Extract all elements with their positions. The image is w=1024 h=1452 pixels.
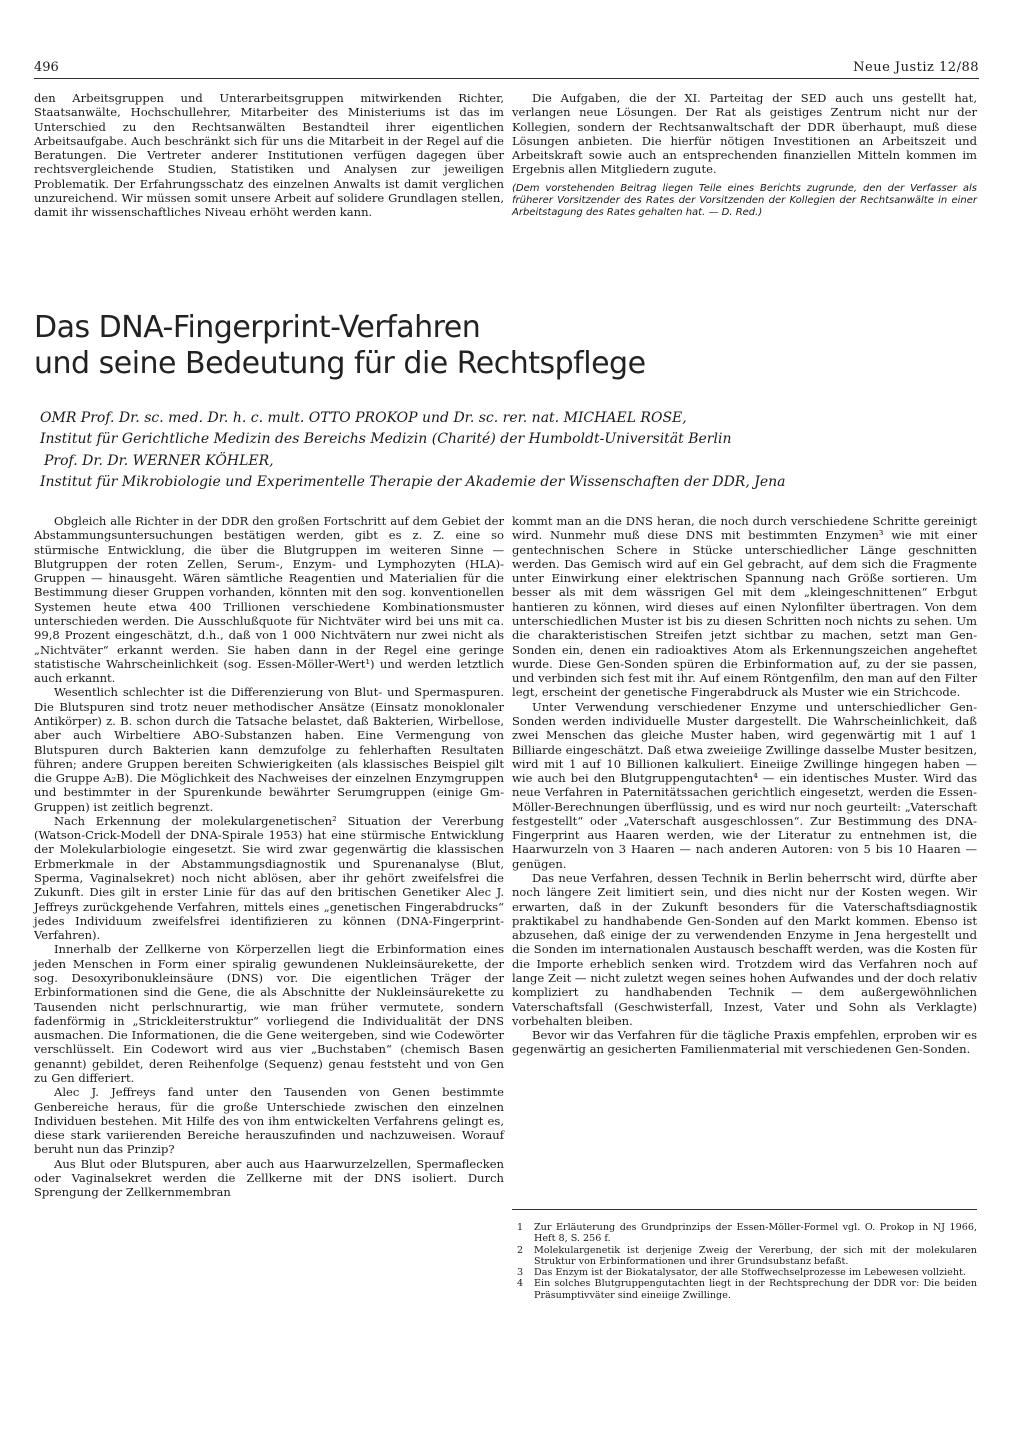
paragraph: Bevor wir das Verfahren für die tägliche Praxis empfehlen, erproben wir es gegenwärtig an gesicherten Familienmaterial mit verschiedenen Gen-Sonden.	[512, 1028, 977, 1057]
journal-issue: Neue Justiz 12/88	[853, 60, 979, 75]
paragraph: Das neue Verfahren, dessen Technik in Berlin beherrscht wird, dürfte aber noch längere Zeit limitiert sein, und dies nicht nur der Kosten wegen. Wir erwarten, daß in der Zukunft besonders für die Vaterschaftsdiagnostik praktikabel zu handhabende Gen-Sonden auf den Markt kommen. Ebenso ist abzusehen, daß einige der zu verwendenden Enzyme in Jena hergestellt und die Sonden im internationalen Austausch beschafft werden, was die Kosten für die Importe erheblich senken wird. Trotzdem wird das Verfahren noch auf lange Zeit — nicht zuletzt wegen seines hohen Aufwandes und der doch relativ kompliziert zu handhabenden Technik — dem außergewöhnlichen Vaterschaftsfall (Geschwisterfall, Inzest, Vater und Sohn als Verklagte) vorbehalten bleiben.	[512, 871, 977, 1028]
footnote	[512, 1267, 977, 1278]
footnote-text: Zur Erläuterung des Grundprinzips der Essen-Möller-Formel vgl. O. Prokop in NJ 1966, Heft 8, S. 256 f.	[534, 1222, 977, 1245]
paragraph: Obgleich alle Richter in der DDR den großen Fortschritt auf dem Gebiet der Abstammungsuntersuchungen bestätigen werden, gibt es z. Z. eine so stürmische Entwicklung, die über die Blutgruppen im weiteren Sinne — Blutgruppen der roten Zellen, Serum-, Enzym- und Lymphozyten (HLA)-Gruppen — hinausgeht. Wären sämtliche Reagentien und Materialien für die Bestimmung dieser Gruppen vorhanden, könnten mit den sog. konventionellen Systemen heute etwa 400 Trillionen verschiedene Kombinationsmuster unterschieden werden. Die Ausschlußquote für Nichtväter wird bei uns mit ca. 99,8 Prozent eingeschätzt, d.h., daß von 1 000 Nichtvätern nur zwei nicht als „Nichtväter“ erkannt werden. Sie haben dann in der Regel eine geringe statistische Wahrscheinlichkeit (sog. Essen-Möller-Wert¹) und werden letztlich auch erkannt.	[34, 514, 504, 686]
title-line-2: und seine Bedeutung für die Rechtspflege	[34, 346, 646, 381]
article-title	[34, 310, 994, 382]
footnote-number: 3	[517, 1267, 524, 1279]
author-line: OMR Prof. Dr. sc. med. Dr. h. c. mult. OTTO PROKOP und Dr. sc. rer. nat. MICHAEL ROSE,	[40, 410, 687, 426]
affiliation-line: Institut für Gerichtliche Medizin des Bereichs Medizin (Charité) der Humboldt-Universität Berlin	[40, 431, 732, 448]
paragraph: Wesentlich schlechter ist die Differenzierung von Blut- und Spermaspuren. Die Blutspuren sind trotz neuer methodischer Ansätze (Einsatz monoklonaler Antikörper) z. B. schon durch die Tatsache belastet, daß Bakterien, Wirbellose, aber auch Wirbeltiere ABO-Substanzen haben. Eine Vermengung von Blutspuren durch Bakterien kann demzufolge zu fehlerhaften Resultaten führen; andere Gruppen bereiten Schwierigkeiten (als klassisches Beispiel gilt die Gruppe A₂B). Die Möglichkeit des Nachweises der einzelnen Enzymgruppen und bestimmter in der Spurenkunde bewährter Serumgruppen (einige Gm-Gruppen) ist zeitlich begrenzt.	[34, 685, 504, 814]
footnote-number: 2	[517, 1244, 524, 1256]
author-line: Prof. Dr. Dr. WERNER KÖHLER,	[44, 452, 274, 469]
author-block	[40, 408, 940, 494]
prev-article-col-1	[34, 91, 504, 220]
footnote-rule	[512, 1209, 977, 1210]
paragraph: Alec J. Jeffreys fand unter den Tausenden von Genen bestimmte Genbereiche heraus, für die große Unterschiede zwischen den einzelnen Individuen bestehen. Mit Hilfe des von ihm entwickelten Verfahrens gelingt es, diese stark variierenden Bereiche herauszufinden und nachzuweisen. Worauf beruht nun das Prinzip?	[34, 1085, 504, 1157]
footnote-number: 4	[517, 1278, 524, 1290]
footnote-number: 1	[517, 1222, 524, 1233]
paragraph: Aus Blut oder Blutspuren, aber auch aus Haarwurzelzellen, Spermaflecken oder Vaginalsekret werden die Zellkerne mit der DNS isoliert. Durch Sprengung der Zellkernmembran	[34, 1156, 504, 1200]
footnotes	[512, 1222, 977, 1301]
header-rule	[34, 78, 979, 79]
paragraph: Nach Erkennung der molekulargenetischen² Situation der Vererbung (Watson-Crick-Modell der DNA-Spirale 1953) hat eine stürmische Entwicklung der Molekularbiologie eingesetzt. Sie wird zwar gegenwärtig die klassischen Erbmerkmale in der Abstammungsdiagnostik und Spurenanalyse (Blut, Sperma, Vaginalsekret) noch nicht ablösen, aber ihr gehört zweifelsfrei die Zukunft. Dies gilt in erster Linie für das auf den britischen Genetiker Alec J. Jeffreys zurückgehende Verfahren, mittels eines „genetischen Fingerabdrucks“ jedes Individuum zweifelsfrei identifizieren zu können (DNA-Fingerprint-Verfahren).	[34, 813, 504, 943]
paragraph: kommt man an die DNS heran, die noch durch verschiedene Schritte gereinigt wird. Nunmehr muß diese DNS mit bestimmten Enzymen³ wie mit einer gentechnischen Schere in Stücke unterschiedlicher Länge geschnitten werden. Das Gemisch wird auf ein Gel gebracht, auf dem sich die Fragmente unter Einwirkung einer elektrischen Spannung nach Größe sortieren. Um besser als mit dem wässrigen Gel mit dem „kleingeschnittenen“ Erbgut hantieren zu können, wird dieses auf einen Nylonfilter übertragen. Von dem unterschiedlichen Muster ist bis zu diesen Schritten noch nichts zu sehen. Um die charakteristischen Streifen jetzt sichtbar zu machen, setzt man Gen-Sonden ein, denen ein radioaktives Atom als Erkennungszeichen angeheftet wurde. Diese Gen-Sonden spüren die Erbinformation auf, zu der sie passen, und verbinden sich fest mit ihr. Auf einem Röntgenfilm, den man auf den Filter legt, erscheint der genetische Fingerabdruck als Muster wie ein Strichcode.	[512, 514, 977, 700]
paragraph: Die Aufgaben, die der XI. Parteitag der SED auch uns gestellt hat, verlangen neue Lösungen. Der Rat als geistiges Zentrum nicht nur der Kollegien, sondern der Rechtsanwaltschaft der DDR überhaupt, muß diese Lösungen anbieten. Die hierfür nötigen Investitionen an Arbeitszeit und Arbeitskraft sowie auch an entsprechenden finanziellen Mitteln kommen im Ergebnis allen Mitgliedern zugute.	[512, 91, 977, 177]
footnote	[512, 1245, 977, 1268]
footnote-text: Ein solches Blutgruppengutachten liegt in der Rechtsprechung der DDR vor: Die beiden Präsumptivväter sind eineiige Zwillinge.	[534, 1278, 977, 1301]
article-col-2	[512, 514, 977, 1057]
editorial-note: (Dem vorstehenden Beitrag liegen Teile eines Berichts zugrunde, den der Verfasser als früherer Vorsitzender des Rates der Vorsitzenden der Kollegien der Rechtsanwälte in einer Arbeitstagung des Rates gehalten hat. — D. Red.)	[512, 182, 977, 219]
paragraph: Innerhalb der Zellkerne von Körperzellen liegt die Erbinformation eines jeden Menschen in Form einer spiralig gewundenen Nukleinsäurekette, der sog. Desoxyribonukleinsäure (DNS) vor. Die eigentlichen Träger der Erbinformationen sind die Gene, die als Abschnitte der Nukleinsäurekette zu Tausenden nicht perlschnurartig, wie man früher vermutete, sondern fadenförmig in „Strickleiterstruktur“ vorliegend die Individualität der DNS ausmachen. Die Informationen, die die Gene weitergeben, sind wie Codewörter verschlüsselt. Ein Codewort wird aus vier „Buchstaben“ (chemisch Basen genannt) gebildet, deren Reihenfolge (Sequenz) genau feststeht und von Gen zu Gen differiert.	[34, 942, 504, 1085]
footnote-text: Das Enzym ist der Biokatalysator, der alle Stoffwechselprozesse im Lebewesen vollzieht.	[534, 1267, 966, 1279]
footnote	[512, 1278, 977, 1301]
footnote-text: Molekulargenetik ist derjenige Zweig der Vererbung, der sich mit der molekularen Struktur von Erbinformationen und ihrer Grundsubstanz befaßt.	[534, 1244, 977, 1267]
prev-article-col-2	[512, 91, 977, 219]
running-header	[34, 60, 979, 80]
affiliation-line: Institut für Mikrobiologie und Experimentelle Therapie der Akademie der Wissenschaften der DDR, Jena	[40, 474, 786, 491]
title-line-1: Das DNA-Fingerprint-Verfahren	[34, 310, 481, 345]
footnote	[512, 1222, 977, 1245]
article-col-1	[34, 514, 504, 1200]
paragraph: Unter Verwendung verschiedener Enzyme und unterschiedlicher Gen-Sonden werden individuelle Muster dargestellt. Die Wahrscheinlichkeit, daß zwei Menschen das gleiche Muster haben, wird gegenwärtig mit 1 auf 1 Billiarde eingeschätzt. Daß etwa zweieiige Zwillinge dasselbe Muster besitzen, wird mit 1 auf 10 Billionen kalkuliert. Eineiige Zwillinge hingegen haben — wie auch bei den Blutgruppengutachten⁴ — ein identisches Muster. Wird das neue Verfahren in Paternitätssachen gerichtlich eingesetzt, werden die Essen-Möller-Berechnungen überflüssig, und es wird nur noch geurteilt: „Vaterschaft festgestellt“ oder „Vaterschaft ausgeschlossen“. Zur Bestimmung des DNA-Fingerprint aus Haaren werden, wie der Literatur zu entnehmen ist, die Haarwurzeln von 3 Haaren — nach anderen Autoren: von 5 bis 10 Haaren — genügen.	[512, 699, 977, 871]
page-number: 496	[34, 60, 59, 75]
paragraph: den Arbeitsgruppen und Unterarbeitsgruppen mitwirkenden Richter, Staatsanwälte, Hochschullehrer, Mitarbeiter des Ministeriums ist das im Unterschied zu den Rechtsanwälten Bestandteil ihrer eigentlichen Arbeitsaufgabe. Auch beschränkt sich für uns die Mitarbeit in der Regel auf die Beratungen. Die Vertreter anderer Institutionen verfügen dagegen über rechtsvergleichende Studien, Statistiken und Analysen zur jeweiligen Problematik. Der Erfahrungsschatz des einzelnen Anwalts ist damit verglichen unzureichend. Wir müssen somit unsere Arbeit auf solidere Grundlagen stellen, damit ihr wissenschaftliches Niveau erhöht werden kann.	[34, 91, 504, 220]
